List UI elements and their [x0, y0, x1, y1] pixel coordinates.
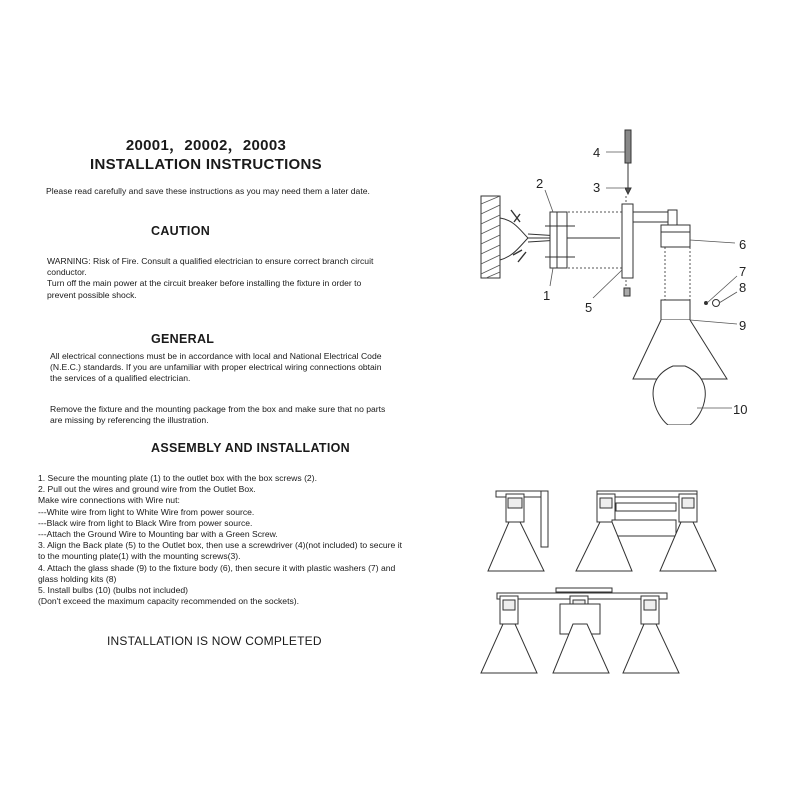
callout-10: 10: [733, 402, 748, 417]
general-p1-line-3: the services of a qualified electrician.: [50, 373, 191, 384]
general-p2-line-1: Remove the fixture and the mounting package from the box and make sure that no parts: [50, 404, 386, 414]
step-line: ---Black wire from light to Black Wire from power source.: [38, 517, 253, 528]
callout-9: 9: [739, 318, 747, 333]
callout-1: 1: [543, 288, 551, 303]
assembly-heading: ASSEMBLY AND INSTALLATION: [151, 441, 350, 455]
general-heading: GENERAL: [151, 332, 215, 346]
callout-2: 2: [536, 176, 544, 191]
variant-triple-light: [481, 588, 679, 673]
step-line: ---White wire from light to White Wire from power source.: [38, 506, 255, 517]
step-line: 4. Attach the glass shade (9) to the fixture body (6), then secure it with plastic washers (7) and: [38, 562, 396, 573]
fixture-body-socket: [661, 225, 690, 247]
callout-6: 6: [739, 237, 747, 252]
general-p2-line-2: are missing by referencing the illustration.: [50, 415, 209, 426]
callout-3: 3: [593, 180, 601, 195]
general-paragraph-2: [50, 404, 435, 426]
general-p1-line-2: (N.E.C.) standards. If you are unfamiliar with proper electrical wiring connections obtain: [50, 362, 382, 373]
page-title: INSTALLATION INSTRUCTIONS: [90, 156, 322, 173]
step-line: 1. Secure the mounting plate (1) to the outlet box with the box screws (2).: [38, 473, 317, 483]
general-p1-line-1: All electrical connections must be in accordance with local and National Electrical Code: [50, 351, 382, 361]
assembly-steps: [38, 473, 402, 607]
step-line: 5. Install bulbs (10) (bulbs not included): [38, 585, 188, 596]
caution-line-3: Turn off the main power at the circuit breaker before installing the fixture in order to: [47, 278, 362, 289]
step-line: 2. Pull out the wires and ground wire from the Outlet Box.: [38, 484, 256, 495]
intro-text: Please read carefully and save these instructions as you may need them a later date.: [46, 186, 370, 196]
screwdriver: [625, 130, 631, 194]
variant-double-light: [576, 491, 716, 571]
caution-line-1: WARNING: Risk of Fire. Consult a qualified electrician to ensure correct branch circuit: [47, 256, 374, 266]
step-line: 3. Align the Back plate (5) to the Outlet box, then use a screwdriver (4)(not included) to secure it: [38, 540, 402, 551]
product-variants: [480, 480, 790, 680]
callout-4: 4: [593, 145, 601, 160]
caution-line-4: prevent possible shock.: [47, 289, 137, 300]
completion-text: INSTALLATION IS NOW COMPLETED: [107, 634, 322, 648]
glass-holding-kit: [713, 300, 720, 307]
caution-heading: CAUTION: [151, 224, 211, 238]
callout-8: 8: [739, 280, 747, 295]
step-line: glass holding kits (8): [38, 573, 117, 584]
mounting-plate: [545, 212, 575, 268]
model-numbers: 20001，20002，20003: [125, 137, 287, 154]
general-paragraph-1: [50, 351, 435, 385]
light-bulb: [653, 366, 705, 425]
caution-line-2: conductor.: [47, 267, 87, 278]
step-line: ---Attach the Ground Wire to Mounting bar with a Green Screw.: [38, 529, 278, 540]
callout-7: 7: [739, 264, 747, 279]
mounting-screw: [624, 288, 630, 296]
variant-single-light: [488, 491, 548, 571]
wall-hatch: [481, 196, 500, 278]
exploded-diagram: [470, 125, 790, 425]
step-line: Make wire connections with Wire nut:: [38, 495, 180, 506]
step-line: (Don't exceed the maximum capacity recommended on the sockets).: [38, 596, 300, 607]
callout-5: 5: [585, 300, 593, 315]
caution-warning: [47, 256, 432, 301]
step-line: to the mounting plate(1) with the mounting screws(3).: [38, 551, 241, 562]
